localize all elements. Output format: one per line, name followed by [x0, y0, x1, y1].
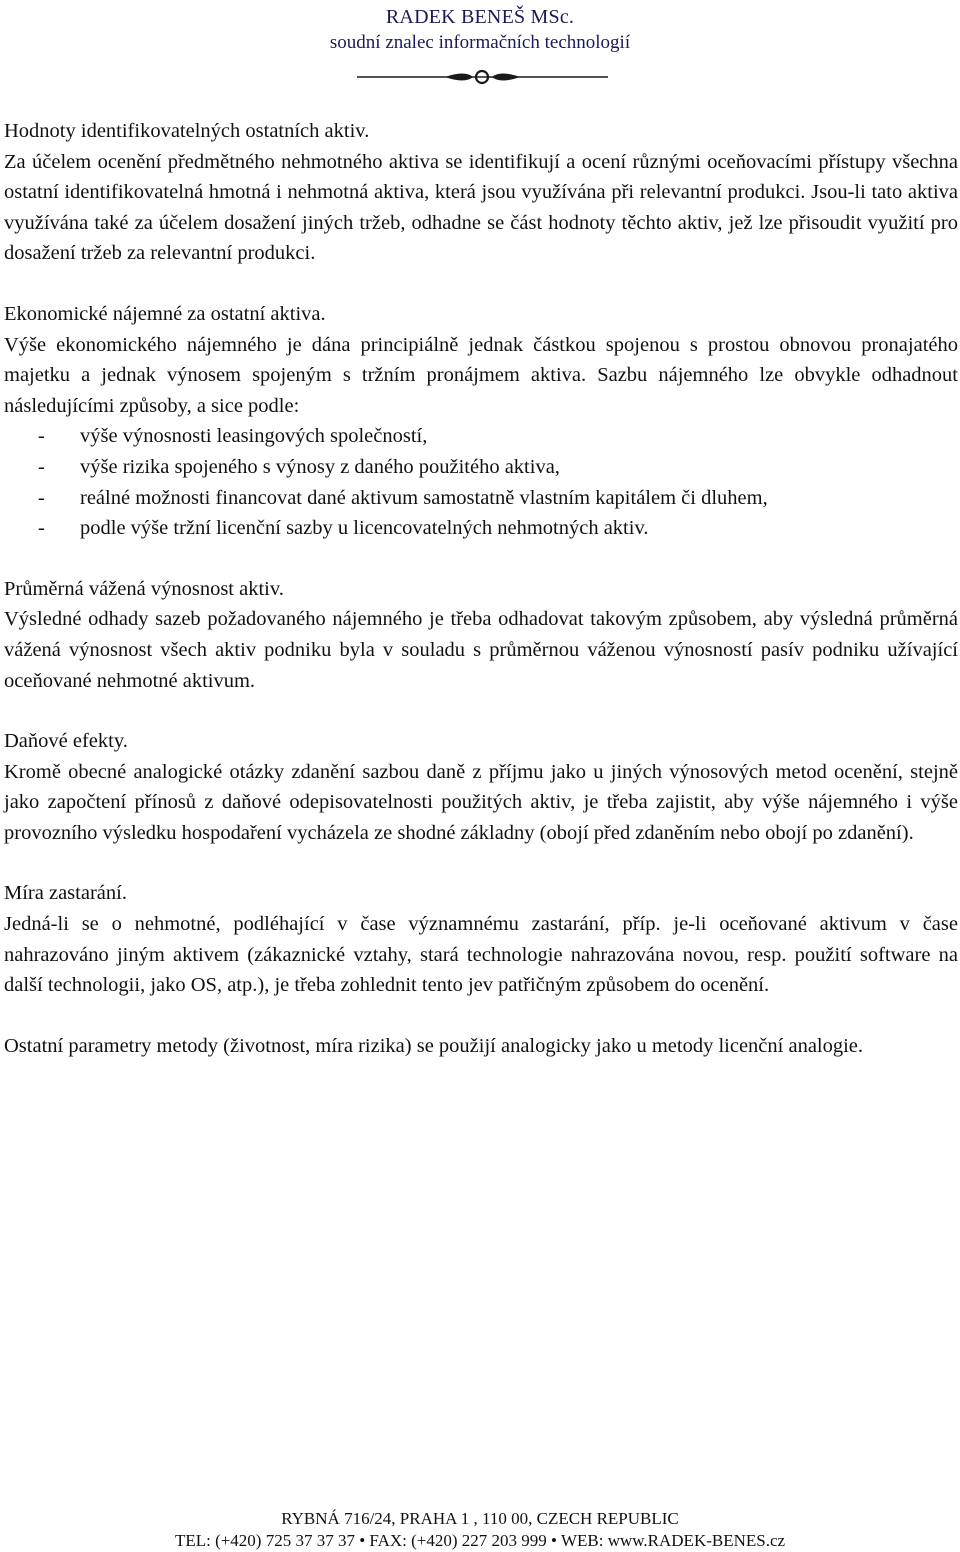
- section-obsolescence: [4, 878, 958, 1000]
- section-tax-effects: [4, 726, 958, 848]
- list-item-text: výše výnosnosti leasingových společností,: [80, 425, 428, 448]
- section-paragraph: Kromě obecné analogické otázky zdanění sazbou daně z příjmu jako u jiných výnosových metod ocenění, stejně jako započtení přínosů z daňové odepisovatelnosti použitých aktiv, je třeba zajistit, aby výše nájemného i výše provozního výsledku hospodaření vycházela ze shodné základny (obojí před zdaněním nebo obojí po zdanění).: [4, 760, 958, 844]
- list-item-text: podle výše tržní licenční sazby u licencovatelných nehmotných aktiv.: [80, 517, 649, 540]
- list-item: [4, 421, 958, 452]
- section-paragraph: Výše ekonomického nájemného je dána principiálně jednak částkou spojenou s prostou obnovou pronajatého majetku a jednak výnosem spojeným s tržním pronájmem aktiva. Sazbu nájemného lze obvykle odhadnout následujícími způsoby, a sice podle:: [4, 333, 958, 417]
- list-item-text: reálné možnosti financovat dané aktivum samostatně vlastním kapitálem či dluhem,: [80, 486, 768, 509]
- bullet-dash: -: [38, 517, 45, 540]
- list-item: [4, 513, 958, 544]
- list-item-text: výše rizika spojeného s výnosy z daného použitého aktiva,: [80, 455, 560, 478]
- section-heading: Míra zastarání.: [4, 882, 127, 905]
- section-identifiable-assets: [4, 116, 958, 269]
- section-heading: Průměrná vážená výnosnost aktiv.: [4, 577, 284, 600]
- bullet-dash: -: [38, 425, 45, 448]
- section-paragraph: Za účelem ocenění předmětného nehmotného aktiva se identifikují a ocení různými oceňovacími přístupy všechna ostatní identifikovatelná hmotná i nehmotná aktiva, která jsou využívána při relevantní produkci. Jsou-li tato aktiva využívána také za účelem dosažení jiných tržeb, odhadne se část hodnoty těchto aktiv, jež lze přisoudit využití pro dosažení tržeb za relevantní produkci.: [4, 150, 958, 265]
- letterhead-subtitle: soudní znalec informačních technologií: [329, 32, 631, 53]
- document-body: [4, 116, 958, 1061]
- ornament-divider-icon: [355, 66, 610, 88]
- list-item: [4, 452, 958, 483]
- section-paragraph: Jedná-li se o nehmotné, podléhající v čase významnému zastarání, příp. je-li oceňované aktivum v čase nahrazováno jiným aktivem (zákaznické vztahy, stará technologie nahrazována novou, resp. použití software na další technologii, jako OS, atp.), je třeba zohlednit tento jev patřičným způsobem do ocenění.: [4, 913, 958, 997]
- section-weighted-return: [4, 574, 958, 696]
- footer-address: RYBNÁ 716/24, PRAHA 1 , 110 00, CZECH REPUBLIC: [281, 1509, 679, 1528]
- section-heading: Ekonomické nájemné za ostatní aktiva.: [4, 302, 326, 325]
- section-paragraph: Výsledné odhady sazeb požadovaného nájemného je třeba odhadovat takovým způsobem, aby výsledná průměrná vážená výnosnost všech aktiv podniku byla v souladu s průměrnou váženou výnosností pasív podniku užívající oceňované nehmotné aktivum.: [4, 608, 958, 692]
- rent-methods-list: [4, 421, 958, 543]
- section-economic-rent: [4, 299, 958, 544]
- list-item: [4, 483, 958, 514]
- section-heading: Hodnoty identifikovatelných ostatních aktiv.: [4, 120, 370, 142]
- closing-paragraph: Ostatní parametry metody (životnost, míra rizika) se použijí analogicky jako u metody licenční analogie.: [4, 1034, 864, 1057]
- footer-contacts: TEL: (+420) 725 37 37 37 • FAX: (+420) 227 203 999 • WEB: www.RADEK-BENES.cz: [174, 1531, 786, 1550]
- letterhead-name: RADEK BENEŠ MSc.: [385, 6, 575, 28]
- letterhead: [0, 4, 960, 56]
- letterhead-footer: [0, 1508, 960, 1552]
- bullet-dash: -: [38, 455, 45, 478]
- section-heading: Daňové efekty.: [4, 730, 128, 753]
- bullet-dash: -: [38, 486, 45, 509]
